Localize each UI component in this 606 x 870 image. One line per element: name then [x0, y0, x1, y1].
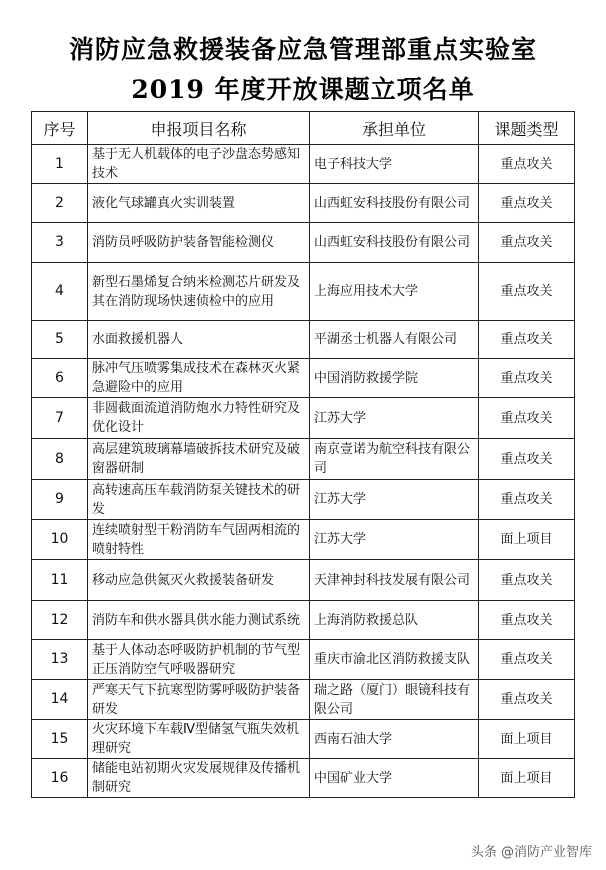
table-row: [32, 640, 575, 680]
table-row: [32, 321, 575, 359]
project-type: 重点攻关: [479, 223, 575, 263]
project-type: 重点攻关: [479, 398, 575, 439]
undertaking-unit: 平湖丞士机器人有限公司: [310, 321, 479, 359]
project-name: 新型石墨烯复合纳米检测芯片研发及其在消防现场快速侦检中的应用: [88, 263, 310, 321]
project-name: 基于无人机载体的电子沙盘态势感知技术: [88, 145, 310, 184]
watermark: 头条 @消防产业智库: [470, 845, 592, 860]
row-number: 16: [32, 759, 88, 798]
project-list-table: [31, 111, 575, 798]
row-number: 7: [32, 398, 88, 439]
project-type: 重点攻关: [479, 263, 575, 321]
undertaking-unit: 中国矿业大学: [310, 759, 479, 798]
row-number: 4: [32, 263, 88, 321]
project-type: 重点攻关: [479, 321, 575, 359]
table-header-row: [32, 112, 575, 145]
project-name: 基于人体动态呼吸防护机制的节气型正压消防空气呼吸器研究: [88, 640, 310, 680]
project-name: 高层建筑玻璃幕墙破拆技术研究及破窗器研制: [88, 439, 310, 480]
table-row: [32, 560, 575, 601]
project-name: 火灾环境下车载Ⅳ型储氢气瓶失效机理研究: [88, 720, 310, 759]
undertaking-unit: 电子科技大学: [310, 145, 479, 184]
row-number: 3: [32, 223, 88, 263]
undertaking-unit: 南京壹诺为航空科技有限公司: [310, 439, 479, 480]
header-no: 序号: [32, 112, 88, 145]
project-name: 消防员呼吸防护装备智能检测仪: [88, 223, 310, 263]
row-number: 1: [32, 145, 88, 184]
undertaking-unit: 江苏大学: [310, 398, 479, 439]
table-row: [32, 223, 575, 263]
table-row: [32, 720, 575, 759]
table-row: [32, 601, 575, 640]
project-name: 严寒天气下抗寒型防雾呼吸防护装备研发: [88, 680, 310, 720]
row-number: 10: [32, 520, 88, 560]
table-row: [32, 480, 575, 520]
row-number: 13: [32, 640, 88, 680]
table-row: [32, 680, 575, 720]
project-name: 液化气球罐真火实训装置: [88, 184, 310, 223]
row-number: 5: [32, 321, 88, 359]
project-type: 重点攻关: [479, 601, 575, 640]
project-type: 重点攻关: [479, 359, 575, 398]
undertaking-unit: 天津神封科技发展有限公司: [310, 560, 479, 601]
undertaking-unit: 重庆市渝北区消防救援支队: [310, 640, 479, 680]
undertaking-unit: 中国消防救援学院: [310, 359, 479, 398]
row-number: 14: [32, 680, 88, 720]
project-name: 移动应急供氮灭火救援装备研发: [88, 560, 310, 601]
row-number: 9: [32, 480, 88, 520]
project-type: 重点攻关: [479, 640, 575, 680]
undertaking-unit: 上海消防救援总队: [310, 601, 479, 640]
project-type: 重点攻关: [479, 145, 575, 184]
table-row: [32, 145, 575, 184]
row-number: 2: [32, 184, 88, 223]
project-type: 重点攻关: [479, 680, 575, 720]
row-number: 6: [32, 359, 88, 398]
table-row: [32, 184, 575, 223]
row-number: 12: [32, 601, 88, 640]
document-title-line1: 消防应急救援装备应急管理部重点实验室: [68, 35, 537, 64]
project-name: 消防车和供水器具供水能力测试系统: [88, 601, 310, 640]
undertaking-unit: 江苏大学: [310, 520, 479, 560]
header-type: 课题类型: [479, 112, 575, 145]
document-title-line2: 2019 年度开放课题立项名单: [131, 75, 475, 104]
undertaking-unit: 山西虹安科技股份有限公司: [310, 223, 479, 263]
project-type: 重点攻关: [479, 439, 575, 480]
undertaking-unit: 江苏大学: [310, 480, 479, 520]
table-row: [32, 520, 575, 560]
table-row: [32, 359, 575, 398]
project-name: 非圆截面流道消防炮水力特性研究及优化设计: [88, 398, 310, 439]
project-type: 重点攻关: [479, 560, 575, 601]
project-name: 储能电站初期火灾发展规律及传播机制研究: [88, 759, 310, 798]
undertaking-unit: 瑞之路（厦门）眼镜科技有限公司: [310, 680, 479, 720]
table-row: [32, 398, 575, 439]
project-name: 连续喷射型干粉消防车气固两相流的喷射特性: [88, 520, 310, 560]
project-type: 重点攻关: [479, 184, 575, 223]
project-name: 高转速高压车载消防泵关键技术的研发: [88, 480, 310, 520]
header-unit: 承担单位: [310, 112, 479, 145]
row-number: 8: [32, 439, 88, 480]
project-type: 重点攻关: [479, 480, 575, 520]
project-name: 水面救援机器人: [88, 321, 310, 359]
undertaking-unit: 西南石油大学: [310, 720, 479, 759]
row-number: 15: [32, 720, 88, 759]
project-type: 面上项目: [479, 759, 575, 798]
undertaking-unit: 上海应用技术大学: [310, 263, 479, 321]
row-number: 11: [32, 560, 88, 601]
table-row: [32, 759, 575, 798]
project-name: 脉冲气压喷雾集成技术在森林灭火紧急避险中的应用: [88, 359, 310, 398]
undertaking-unit: 山西虹安科技股份有限公司: [310, 184, 479, 223]
table-row: [32, 439, 575, 480]
project-type: 面上项目: [479, 720, 575, 759]
project-type: 面上项目: [479, 520, 575, 560]
table-row: [32, 263, 575, 321]
header-project-name: 申报项目名称: [88, 112, 310, 145]
